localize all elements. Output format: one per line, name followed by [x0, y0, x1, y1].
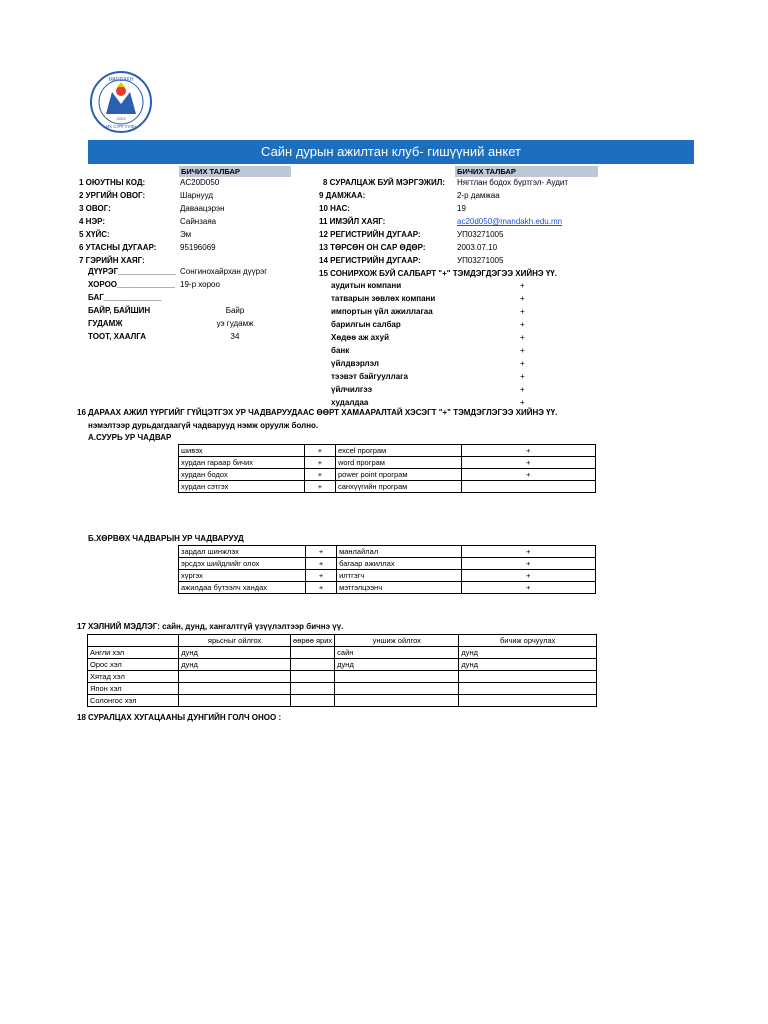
language-header-cell: бичиж орчуулах: [459, 635, 597, 647]
skill-mark-cell[interactable]: +: [305, 570, 336, 582]
skill-row: [179, 481, 596, 493]
q18-label: СУРАЛЦАХ ХУГАЦААНЫ ДУНГИЙН ГОЛЧ ОНОО :: [88, 713, 282, 722]
language-level-cell[interactable]: дунд: [459, 659, 597, 671]
language-row: [88, 695, 597, 707]
field-label: 3 ОВОГ:: [79, 204, 111, 213]
skill-mark-cell[interactable]: +: [304, 481, 335, 493]
language-header-cell: өөрөө ярих: [291, 635, 335, 647]
address-label: ТООТ, ХААЛГА: [88, 332, 147, 341]
skill-mark-cell[interactable]: +: [304, 469, 335, 481]
language-level-cell[interactable]: [335, 695, 459, 707]
field-value[interactable]: Шарнууд: [180, 191, 214, 200]
skill-name-cell: хурдан сэтгэх: [179, 481, 305, 493]
skill-row: [179, 558, 596, 570]
interest-item: татварын зөвлөх компани: [331, 294, 436, 303]
skill-mark-cell[interactable]: +: [461, 445, 595, 457]
field-label: 14 РЕГИСТРИЙН ДУГААР:: [319, 256, 421, 265]
language-level-cell[interactable]: сайн: [335, 647, 459, 659]
interest-mark[interactable]: +: [520, 359, 525, 368]
language-level-cell[interactable]: [335, 671, 459, 683]
language-row: [88, 683, 597, 695]
skill-mark-cell[interactable]: +: [305, 558, 336, 570]
language-name-cell: Япон хэл: [88, 683, 179, 695]
q16-number: 16: [77, 408, 86, 417]
field-value[interactable]: 2-р дамжаа: [457, 191, 500, 200]
language-row: [88, 659, 597, 671]
basic-skills-table: [178, 444, 596, 493]
language-name-cell: Англи хэл: [88, 647, 179, 659]
language-level-cell[interactable]: дунд: [459, 647, 597, 659]
field-value[interactable]: AC20D050: [180, 178, 220, 187]
skill-mark-cell[interactable]: +: [461, 457, 595, 469]
language-level-cell[interactable]: [335, 683, 459, 695]
q15-label: 15 СОНИРХОЖ БУЙ САЛБАРТ "+" ТЭМДЭГДЭГЭЭ ХИЙНЭ ҮҮ.: [319, 269, 557, 278]
interest-mark[interactable]: +: [520, 281, 525, 290]
skill-mark-cell[interactable]: +: [304, 457, 335, 469]
field-label: 13 ТӨРСӨН ОН САР ӨДӨР:: [319, 243, 426, 252]
language-level-cell[interactable]: [179, 683, 291, 695]
address-label: ХОРОО_____________: [88, 280, 175, 289]
language-level-cell[interactable]: [291, 647, 335, 659]
skill-name-cell: хурдан бодох: [179, 469, 305, 481]
field-value[interactable]: Сайнзаяа: [180, 217, 217, 226]
skill-name-cell: манлайлал: [337, 546, 462, 558]
q17-label: ХЭЛНИЙ МЭДЛЭГ: сайн, дунд, хангалтгүй үзүүлэлтээр бичнэ үү.: [88, 622, 344, 631]
field-label: 10 НАС:: [319, 204, 350, 213]
field-value[interactable]: Эм: [180, 230, 192, 239]
interest-item: Хөдөө аж ахуй: [331, 333, 390, 342]
skill-name-cell: багаар ажиллах: [337, 558, 462, 570]
address-value[interactable]: 34: [230, 332, 240, 341]
skill-name-cell: илтгэгч: [337, 570, 462, 582]
language-header-cell: [88, 635, 179, 647]
language-level-cell[interactable]: [291, 659, 335, 671]
address-label: БАЙР, БАЙШИН: [88, 306, 151, 315]
address-value[interactable]: 19-р хороо: [180, 280, 220, 289]
skill-mark-cell[interactable]: +: [305, 582, 336, 594]
interest-mark[interactable]: +: [520, 307, 525, 316]
language-name-cell: Хятад хэл: [88, 671, 179, 683]
interest-item: барилгын салбар: [331, 320, 401, 329]
section-b-title: Б.ХӨРВӨХ ЧАДВАРЫН УР ЧАДВАРУУД: [88, 534, 244, 543]
interest-item: аудитын компани: [331, 281, 402, 290]
field-value[interactable]: 2003.07.10: [457, 243, 498, 252]
write-field-header-right: БИЧИХ ТАЛБАР: [455, 166, 598, 177]
skill-mark-cell[interactable]: +: [304, 445, 335, 457]
interest-mark[interactable]: +: [520, 294, 525, 303]
field-label: 1 ОЮУТНЫ КОД:: [79, 178, 146, 187]
interest-mark[interactable]: +: [520, 346, 525, 355]
field-label: 4 НЭР:: [79, 217, 106, 226]
address-label: ГУДАМЖ: [88, 319, 123, 328]
transferable-skills-table: [178, 545, 596, 594]
interest-mark[interactable]: +: [520, 333, 525, 342]
q16-label: ДАРААХ АЖИЛ ҮҮРГИЙГ ГҮЙЦЭТГЭХ УР ЧАДВАРУУДААС ӨӨРТ ХАМААРАЛТАЙ ХЭСЭГТ "+" ТЭМДЭГЛЭГЭЭ ХИЙНЭ ҮҮ.: [88, 408, 558, 417]
logo-bottom-text: ИХ СУРГУУЛЬ: [105, 124, 137, 129]
skill-row: [179, 457, 596, 469]
interest-mark[interactable]: +: [520, 398, 525, 407]
language-table: [87, 634, 597, 707]
field-label: 11 ИМЭЙЛ ХАЯГ:: [319, 217, 386, 226]
skill-name-cell: ажилдаа бүтээлч хандах: [179, 582, 306, 594]
skill-mark-cell[interactable]: +: [461, 570, 595, 582]
skill-row: [179, 445, 596, 457]
language-level-cell[interactable]: [291, 671, 335, 683]
interest-item: үйлчилгээ: [331, 385, 373, 394]
address-label: ДҮҮРЭГ_____________: [88, 267, 176, 276]
language-header-cell: уншиж ойлгох: [335, 635, 459, 647]
language-level-cell[interactable]: дунд: [335, 659, 459, 671]
skill-name-cell: зардал шинжлэх: [179, 546, 306, 558]
interest-item: импортын үйл ажиллагаа: [331, 307, 433, 316]
form-title: Сайн дурын ажилтан клуб- гишүүний анкет: [88, 140, 694, 164]
skill-name-cell: word програм: [335, 457, 461, 469]
interest-mark[interactable]: +: [520, 320, 525, 329]
field-value[interactable]: Нягтлан бодох бүртгэл- Аудит: [457, 178, 569, 187]
field-value[interactable]: 19: [457, 204, 466, 213]
logo-top-text: MANDAKH: [108, 77, 134, 83]
field-label: 12 РЕГИСТРИЙН ДУГААР:: [319, 230, 421, 239]
language-row: [88, 671, 597, 683]
skill-row: [179, 546, 596, 558]
language-name-cell: Солонгос хэл: [88, 695, 179, 707]
field-value[interactable]: ac20d050@mandakh.edu.mn: [457, 217, 563, 226]
address-value[interactable]: уэ гудамж: [216, 319, 254, 328]
write-field-header-left: БИЧИХ ТАЛБАР: [179, 166, 291, 177]
interest-item: тээвэт байгууллага: [331, 372, 408, 381]
q17-number: 17: [77, 622, 86, 631]
address-value[interactable]: Байр: [225, 306, 245, 315]
language-level-cell[interactable]: дунд: [179, 647, 291, 659]
skill-mark-cell[interactable]: [461, 481, 595, 493]
skill-mark-cell[interactable]: +: [461, 546, 595, 558]
interest-mark[interactable]: +: [520, 385, 525, 394]
language-level-cell[interactable]: [179, 695, 291, 707]
interest-mark[interactable]: +: [520, 372, 525, 381]
skill-row: [179, 582, 596, 594]
logo-year: 2003: [116, 116, 126, 121]
field-label: 5 ХҮЙС:: [79, 230, 110, 239]
field-value[interactable]: УП03271005: [457, 256, 504, 265]
language-name-cell: Орос хэл: [88, 659, 179, 671]
field-label: 9 ДАМЖАА:: [319, 191, 366, 200]
language-level-cell[interactable]: [459, 683, 597, 695]
language-level-cell[interactable]: [459, 671, 597, 683]
language-header-row: [88, 635, 597, 647]
skill-mark-cell[interactable]: +: [461, 558, 595, 570]
university-logo: [88, 70, 154, 134]
q16-note: нэмэлтээр дурьдагдаагүй чадварууд нэмж оруулж болно.: [88, 421, 319, 430]
address-value[interactable]: Сонгинохайрхан дүүрэг: [180, 267, 268, 276]
language-level-cell[interactable]: [459, 695, 597, 707]
field-label: 6 УТАСНЫ ДУГААР:: [79, 243, 157, 252]
field-value[interactable]: УП03271005: [457, 230, 504, 239]
language-level-cell[interactable]: [291, 695, 335, 707]
skill-name-cell: мэтгэлцээнч: [337, 582, 462, 594]
language-row: [88, 647, 597, 659]
field-value[interactable]: 95196069: [180, 243, 216, 252]
field-label: 2 УРГИЙН ОВОГ:: [79, 191, 146, 200]
skill-name-cell: санхүүгийн програм: [335, 481, 461, 493]
field-label: 7 ГЭРИЙН ХАЯГ:: [79, 256, 145, 265]
skill-mark-cell[interactable]: +: [461, 582, 595, 594]
field-value[interactable]: Даваацэрэн: [180, 204, 225, 213]
skill-name-cell: эрсдэх шийдлийг олох: [179, 558, 306, 570]
language-level-cell[interactable]: [291, 683, 335, 695]
interest-item: үйлдвэрлэл: [331, 359, 379, 368]
interest-item: банк: [331, 346, 350, 355]
section-a-title: А.СУУРЬ УР ЧАДВАР: [88, 433, 172, 442]
skill-name-cell: хурдан гараар бичих: [179, 457, 305, 469]
language-header-cell: ярьсныг ойлгох: [179, 635, 291, 647]
language-level-cell[interactable]: дунд: [179, 659, 291, 671]
skill-name-cell: хүргэх: [179, 570, 306, 582]
language-level-cell[interactable]: [179, 671, 291, 683]
field-label: 8 СУРАЛЦАЖ БУЙ МЭРГЭЖИЛ:: [323, 178, 445, 187]
skill-row: [179, 570, 596, 582]
skill-name-cell: excel програм: [335, 445, 461, 457]
skill-mark-cell[interactable]: +: [305, 546, 336, 558]
skill-name-cell: power point програм: [335, 469, 461, 481]
address-label: БАГ_____________: [88, 293, 162, 302]
q18-number: 18: [77, 713, 86, 722]
skill-row: [179, 469, 596, 481]
skill-name-cell: шивэх: [179, 445, 305, 457]
interest-item: худалдаа: [331, 398, 369, 407]
skill-mark-cell[interactable]: +: [461, 469, 595, 481]
